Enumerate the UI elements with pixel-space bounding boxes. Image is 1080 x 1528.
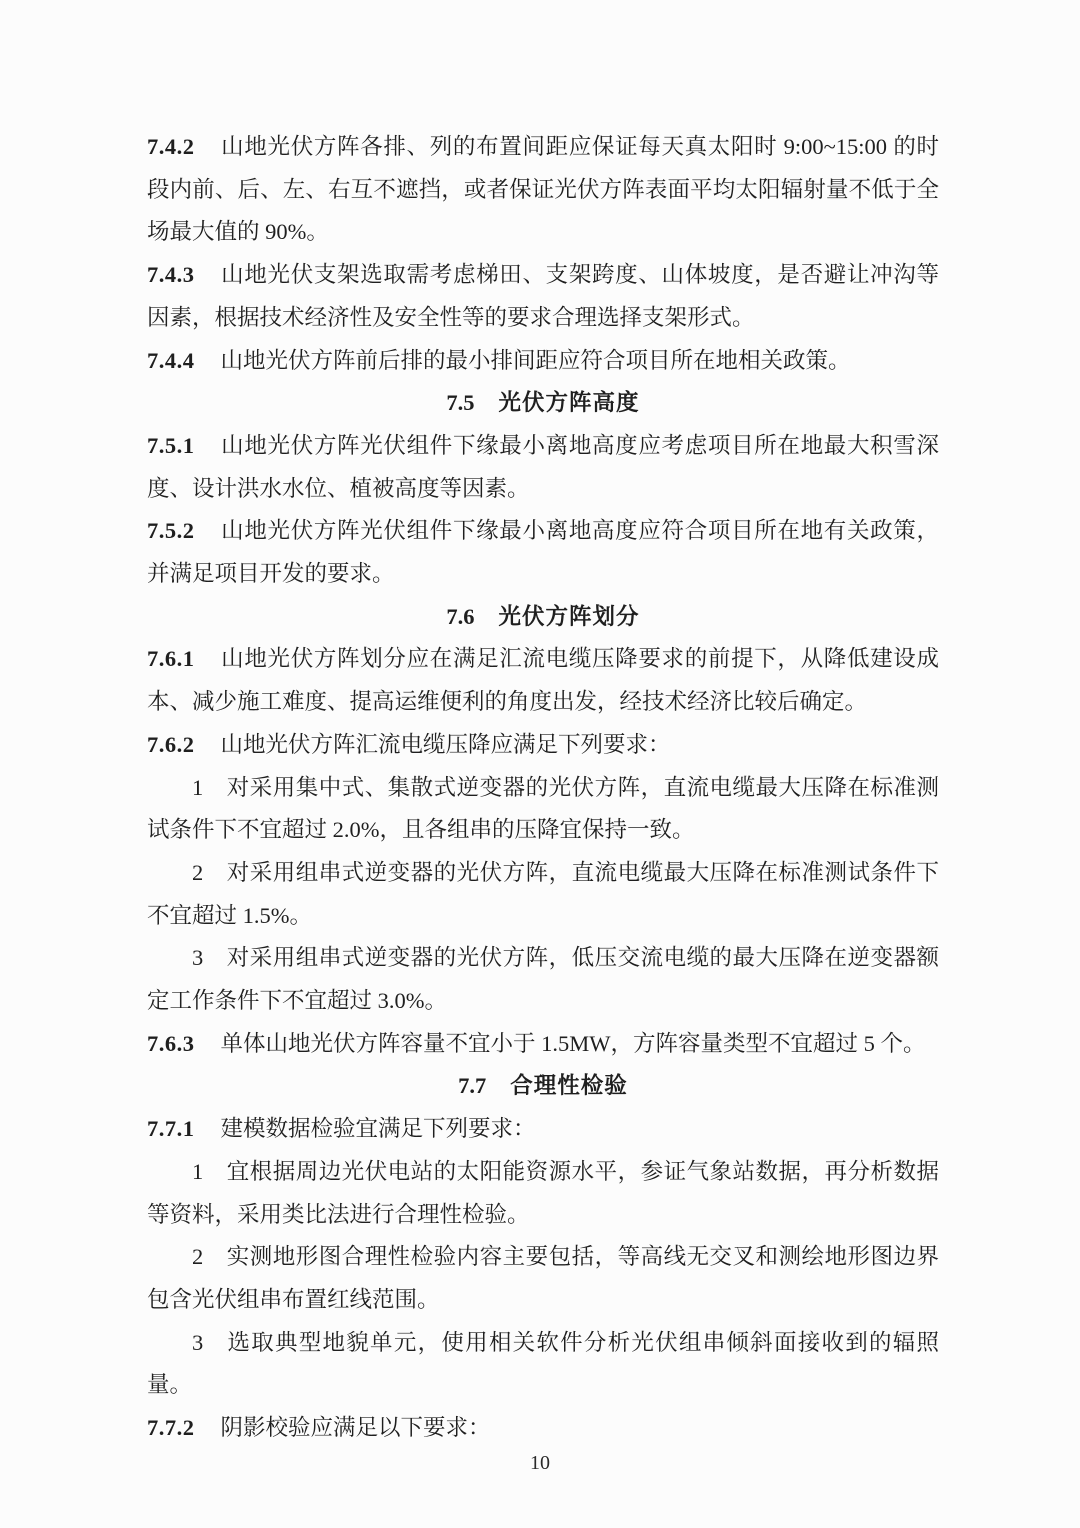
list-item-3 [147,937,939,1022]
document-body [147,126,939,1450]
clause-7-6-1 [147,638,939,723]
heading-number: 7.5 [446,390,475,416]
item-number: 2 [192,1244,204,1270]
clause-7-4-4 [147,340,939,383]
item-number: 2 [192,859,204,885]
item-number: 1 [192,1158,204,1184]
clause-text: 建模数据检验宜满足下列要求： [220,1116,536,1142]
item-text: 对采用集中式、集散式逆变器的光伏方阵，直流电缆最大压降在标准测试条件下不宜超过 2.0%，且各组串的压降宜保持一致。 [147,774,939,843]
clause-number: 7.5.2 [147,518,195,544]
heading-text: 光伏方阵划分 [498,603,640,629]
clause-number: 7.6.1 [147,646,195,672]
clause-text: 山地光伏方阵汇流电缆压降应满足下列要求： [220,731,671,757]
clause-number: 7.4.3 [147,262,195,288]
clause-text: 山地光伏方阵各排、列的布置间距应保证每天真太阳时 9:00~15:00 的时段内前、后、左、右互不遮挡，或者保证光伏方阵表面平均太阳辐射量不低于全场最大值的 90%。 [147,134,939,245]
item-text: 选取典型地貌单元，使用相关软件分析光伏组串倾斜面接收到的辐照量。 [147,1329,939,1398]
section-heading-7-6 [147,596,939,639]
clause-number: 7.7.1 [147,1116,195,1142]
clause-number: 7.4.2 [147,134,195,159]
clause-7-5-2 [147,510,939,595]
heading-number: 7.7 [458,1073,487,1099]
clause-number: 7.5.1 [147,432,195,458]
heading-text: 光伏方阵高度 [498,390,640,416]
item-text: 对采用组串式逆变器的光伏方阵，直流电缆最大压降在标准测试条件下不宜超过 1.5%。 [147,859,939,928]
clause-text: 山地光伏方阵光伏组件下缘最小离地高度应符合项目所在地有关政策，并满足项目开发的要求。 [147,518,939,587]
item-text: 对采用组串式逆变器的光伏方阵，低压交流电缆的最大压降在逆变器额定工作条件下不宜超过 3.0%。 [147,945,939,1014]
clause-text: 山地光伏方阵划分应在满足汇流电缆压降要求的前提下，从降低建设成本、减少施工难度、提高运维便利的角度出发，经技术经济比较后确定。 [147,646,939,715]
clause-text: 单体山地光伏方阵容量不宜小于 1.5MW，方阵容量类型不宜超过 5 个。 [220,1030,926,1056]
page-number: 10 [530,1452,550,1474]
clause-number: 7.6.3 [147,1030,195,1056]
clause-7-7-2 [147,1407,939,1450]
clause-text: 山地光伏方阵光伏组件下缘最小离地高度应考虑项目所在地最大积雪深度、设计洪水水位、植被高度等因素。 [147,432,939,501]
clause-7-7-1 [147,1108,939,1151]
heading-text: 合理性检验 [510,1073,628,1099]
list-item-1 [147,1151,939,1236]
list-item-2 [147,852,939,937]
clause-7-4-3 [147,254,939,339]
heading-number: 7.6 [446,603,475,629]
item-text: 宜根据周边光伏电站的太阳能资源水平，参证气象站数据，再分析数据等资料，采用类比法进行合理性检验。 [147,1158,939,1227]
clause-number: 7.7.2 [147,1415,195,1441]
clause-number: 7.4.4 [147,347,195,373]
section-heading-7-5 [147,382,939,425]
list-item-2 [147,1236,939,1321]
section-heading-7-7 [147,1065,939,1108]
clause-7-6-2 [147,724,939,767]
clause-text: 山地光伏方阵前后排的最小排间距应符合项目所在地相关政策。 [220,347,851,373]
item-number: 1 [192,774,204,800]
item-text: 实测地形图合理性检验内容主要包括，等高线无交叉和测绘地形图边界包含光伏组串布置红线范围。 [147,1244,939,1312]
item-number: 3 [192,945,204,971]
list-item-3 [147,1322,939,1407]
item-number: 3 [192,1329,204,1355]
clause-7-5-1 [147,425,939,510]
clause-number: 7.6.2 [147,731,195,757]
clause-text: 山地光伏支架选取需考虑梯田、支架跨度、山体坡度，是否避让冲沟等因素，根据技术经济性及安全性等的要求合理选择支架形式。 [147,262,939,330]
list-item-1 [147,767,939,852]
clause-7-4-2 [147,126,939,254]
clause-7-6-3 [147,1023,939,1066]
clause-text: 阴影校验应满足以下要求： [220,1415,491,1441]
